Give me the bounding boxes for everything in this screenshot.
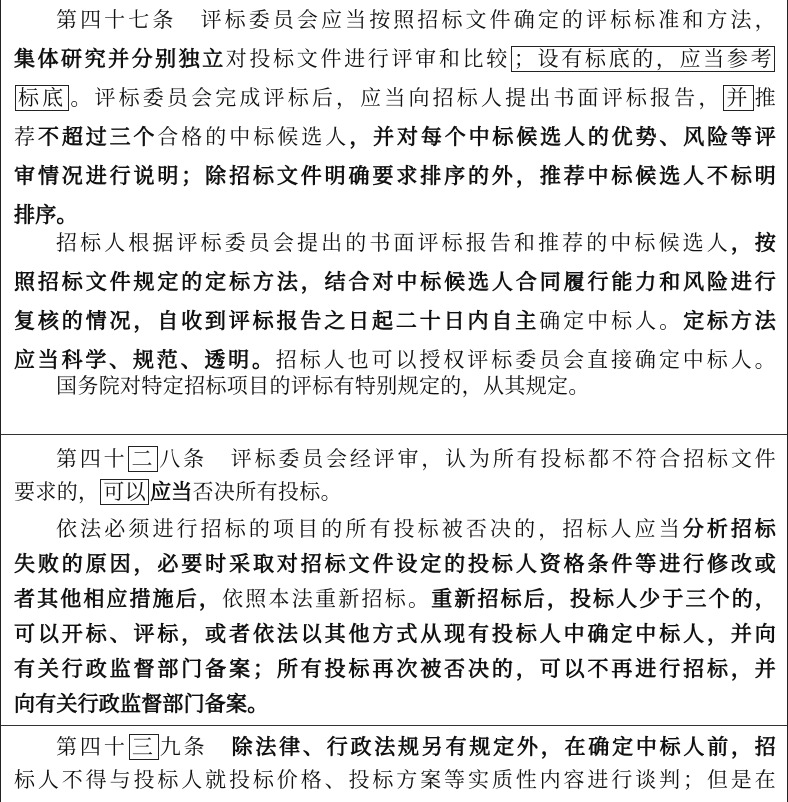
article-48-p2-line-3 <box>14 585 776 613</box>
article-47-line-6: 排序。 <box>14 203 78 227</box>
bold-text: 不超过三个 <box>38 125 158 149</box>
bold-text: 应当 <box>150 480 193 504</box>
bold-text: 集体研究并分别独立 <box>14 47 226 71</box>
bold-text: 重新招标后，投标人少于三个的， <box>431 587 776 611</box>
article-47-number: 第四十七条 <box>56 8 177 32</box>
boxed-text: ；设有标底的，应当参考 <box>511 46 775 72</box>
article-47-cell <box>1 0 787 435</box>
bold-text: 分析招标 <box>682 517 776 541</box>
text-run: 八条 <box>159 447 207 471</box>
article-49-line-2: 标人不得与投标人就投标价格、投标方案等实质性内容进行谈判；但是在 <box>14 768 776 792</box>
article-47-line-1 <box>56 6 776 34</box>
bold-text: ，按 <box>730 231 776 255</box>
article-47-line-2 <box>14 45 776 73</box>
article-47-p2-line-1 <box>56 229 776 257</box>
article-48-p2-line-6: 向有关行政监督部门备案。 <box>14 692 269 716</box>
article-47-line-3 <box>14 84 776 112</box>
article-49-line-1 <box>56 733 776 761</box>
article-47-line-4 <box>14 123 776 151</box>
boxed-text: 二 <box>128 446 158 472</box>
text-run: 对投标文件进行评审和比较 <box>225 47 510 71</box>
text-run: 荐 <box>14 125 39 149</box>
boxed-text: 可以 <box>100 479 149 505</box>
text-run: 招标人也可以授权评标委员会直接确定中标人。 <box>275 348 776 372</box>
article-49-cell <box>1 726 787 802</box>
bold-text: 复核的情况，自收到评标报告之日起二十日内自主 <box>14 309 540 333</box>
text-run: 评标委员会经评审，认为所有投标都不符合招标文件 <box>230 447 777 471</box>
boxed-text: 标底 <box>15 85 69 111</box>
bold-text: 者其他相应措施后， <box>14 587 222 611</box>
article-48-p2-line-5: 有关行政监督部门备案；所有投标再次被否决的，可以不再进行招标，并 <box>14 657 776 681</box>
text-run: 依法必须进行招标的项目的所有投标被否决的，招标人应当 <box>56 517 683 541</box>
bold-text: 除法律、行政法规另有规定外，在确定中标人前，招 <box>231 735 776 759</box>
bold-text: 应当科学、规范、透明。 <box>14 348 276 372</box>
article-48-line-2 <box>14 478 776 506</box>
text-run: 要求的， <box>14 480 100 504</box>
text-run: 依照本法重新招标。 <box>221 587 432 611</box>
text-run: 评标委员会应当按照招标文件确定的评标标准和方法， <box>200 8 776 32</box>
boxed-text: 三 <box>129 734 159 760</box>
article-47-p2-line-4 <box>14 346 776 374</box>
article-48-p2-line-4: 可以开标、评标，或者依法以其他方式从现有投标人中确定中标人，并向 <box>14 622 776 646</box>
article-49-number: 第四十 <box>56 735 128 759</box>
text-run: 九条 <box>159 735 208 759</box>
text-run: 推 <box>754 86 776 110</box>
boxed-text: 并 <box>723 85 753 111</box>
text-run: 。评标委员会完成评标后，应当向招标人提出书面评标报告， <box>70 86 723 110</box>
article-48-number: 第四十 <box>56 447 128 471</box>
article-48-cell <box>1 435 787 726</box>
article-48-p2-line-1 <box>56 515 776 543</box>
text-run: 确定中标人。 <box>539 309 684 333</box>
article-47-p3: 国务院对特定招标项目的评标有特别规定的，从其规定。 <box>56 374 590 398</box>
text-run: 否决所有投标。 <box>192 480 342 504</box>
article-48-line-1 <box>56 445 776 473</box>
article-48-p2-line-2: 失败的原因，必要时采取对招标文件设定的投标人资格条件等进行修改或 <box>14 552 776 576</box>
article-47-line-5: 审情况进行说明；除招标文件明确要求排序的外，推荐中标候选人不标明 <box>14 164 776 188</box>
text-run: 招标人根据评标委员会提出的书面评标报告和推荐的中标候选人 <box>56 231 731 255</box>
bold-text: ，并对每个中标候选人的优势、风险等评 <box>349 125 776 149</box>
text-run: 合格的中标候选人 <box>157 125 350 149</box>
article-47-p2-line-2: 照招标文件规定的定标方法，结合对中标候选人合同履行能力和风险进行 <box>14 270 776 294</box>
article-47-p2-line-3 <box>14 307 776 335</box>
bold-text: 定标方法 <box>683 309 776 333</box>
